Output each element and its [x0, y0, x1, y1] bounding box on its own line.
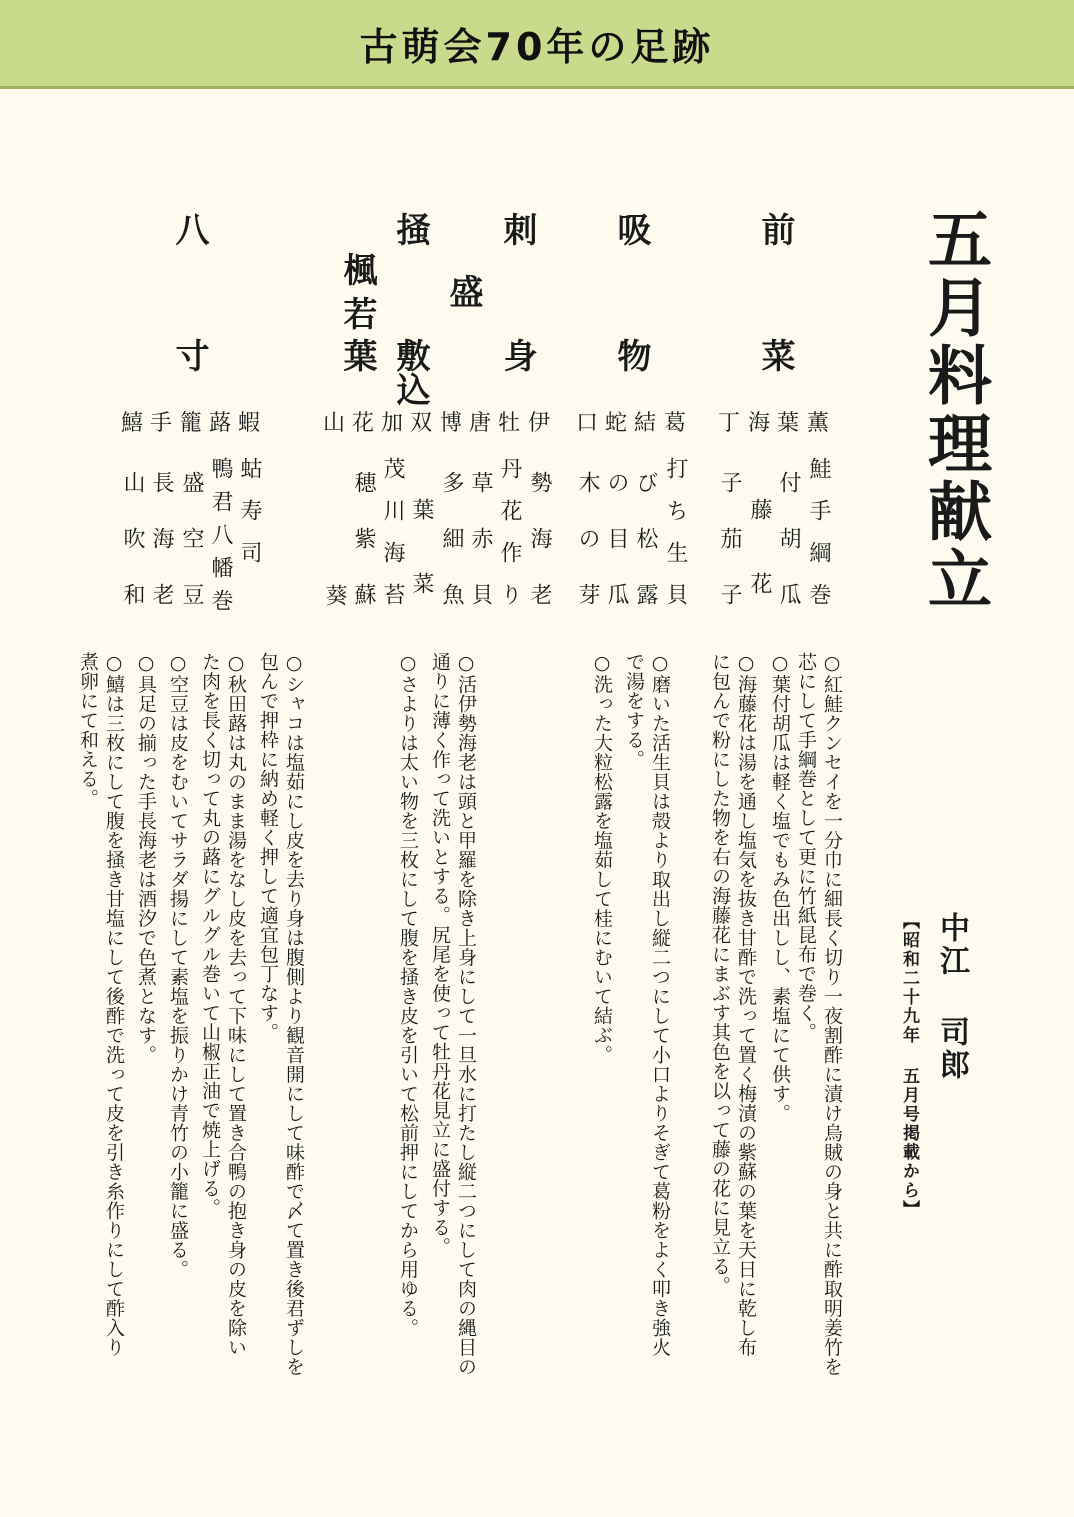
menu-item-body: 穂紫蘇 — [351, 471, 376, 639]
note-line: ○シャコは塩茹にし皮を去り身は腹側より観音開にして味酢で〆て置き後君ずしを — [283, 652, 305, 1377]
menu-item-body: 山吹和 — [120, 471, 145, 639]
note-line: ○空豆は皮をむいてサラダ揚にして素塩を振りかけ青竹の小籠に盛る。 — [167, 652, 189, 1279]
course-zensai-head: 前 — [755, 212, 795, 246]
course-kaede: 楓 — [337, 252, 377, 286]
note-line: ○秋田蕗は丸のまま湯をなし皮を去って下味にして置き合鴨の抱き身の皮を除い — [225, 652, 247, 1357]
banner — [0, 0, 1074, 89]
banner-title: 古萌会70年の足跡 — [359, 24, 715, 69]
menu-item-body: 蛄寿司 — [237, 457, 262, 583]
menu-item: 加 — [381, 411, 404, 436]
course-zensai-tail: 菜 — [755, 338, 795, 372]
menu-item-body: 葉菜 — [409, 498, 434, 646]
source-note: 【昭和二十九年 五月号掲載から】 — [899, 912, 919, 1219]
menu-item: 葛 — [664, 411, 687, 436]
course-ha: 葉 — [337, 338, 377, 372]
menu-item-body: 盛空豆 — [179, 471, 204, 639]
menu-item-body: び松露 — [633, 471, 658, 639]
note-line: ○活伊勢海老は頭と甲羅を除き上身にして一旦水に打たし縦二つにして肉の縄目の — [455, 652, 477, 1377]
course-wakaba: 若 — [337, 296, 377, 330]
author-name: 中江 司郎 — [934, 912, 969, 1082]
course-sashimi-head: 刺 — [497, 212, 537, 246]
course-kaishiki-head: 掻 — [390, 212, 430, 246]
menu-item: 薫 — [807, 411, 830, 436]
course-kaishiki-tail: 敷込 — [390, 338, 430, 406]
menu-item-body: 藤花 — [747, 498, 772, 646]
course-hassun-tail: 寸 — [169, 338, 209, 372]
menu-item: 結 — [634, 411, 657, 436]
menu-item-body: 長海老 — [149, 471, 174, 639]
menu-item: 鱚 — [121, 411, 144, 436]
note-line: 芯にして手綱巻として更に竹紙昆布で巻く。 — [795, 652, 817, 1042]
note-line: に包んで粉にした物を右の海藤花にまぶす其色を以って藤の花に見立る。 — [709, 652, 731, 1296]
note-line: ○さよりは太い物を三枚にして腹を掻き皮を引いて松前押にしてから用ゆる。 — [397, 652, 419, 1338]
note-line: ○磨いた活生貝は殻より取出し縦二つにして小口よりそぎて葛粉をよく叩き強火 — [649, 652, 671, 1357]
course-suimono-head: 吸 — [611, 212, 651, 246]
menu-item: 双 — [410, 411, 433, 436]
menu-item-body: 鮭手綱巻 — [806, 457, 831, 625]
menu-item: 口 — [576, 411, 599, 436]
note-line: 煮卵にて和える。 — [77, 652, 99, 808]
menu-item-body: の目瓜 — [604, 471, 629, 639]
menu-item: 葉 — [777, 411, 800, 436]
menu-item: 丁 — [718, 411, 741, 436]
menu-item: 花 — [352, 411, 375, 436]
menu-item: 伊 — [528, 411, 551, 436]
menu-item-body: 勢海老 — [527, 471, 552, 639]
note-line: た肉を長く切って丸の蕗にグルグル巻いて山椒正油で焼上げる。 — [199, 652, 221, 1218]
menu-item-body: 子茄子 — [717, 471, 742, 639]
course-hassun-head: 八 — [169, 212, 209, 246]
menu-item-body: 打ち生貝 — [663, 457, 688, 625]
note-line: ○洗った大粒松露を塩茹して桂にむいて結ぶ。 — [591, 652, 613, 1065]
note-line: 通りに薄く作って洗いとする。尻尾を使って牡丹花見立に盛付する。 — [429, 652, 451, 1257]
note-line: ○紅鮭クンセイを一分巾に細長く切り一夜割酢に漬け烏賊の身と共に酢取明姜竹を — [821, 652, 843, 1377]
menu-item: 海 — [748, 411, 771, 436]
menu-item: 博 — [440, 411, 463, 436]
course-suimono-tail: 物 — [611, 338, 651, 372]
note-line: ○海藤花は湯を通し塩気を抜き甘酢で洗って置く梅漬の紫蘇の葉を天日に乾し布 — [735, 652, 757, 1357]
menu-item-body: 多細魚 — [439, 471, 464, 639]
course-mori: 盛 — [443, 274, 483, 308]
menu-item: 蕗 — [209, 411, 232, 436]
menu-item-body: 木の芽 — [575, 471, 600, 639]
menu-item-body: 茂川海苔 — [380, 457, 405, 625]
page-title: 五月料理献立 — [917, 206, 992, 614]
menu-item: 牡 — [498, 411, 521, 436]
note-line: で湯をする。 — [623, 652, 645, 769]
note-line: ○葉付胡瓜は軽く塩でもみ色出しし、素塩にて供す。 — [769, 652, 791, 1123]
menu-item-body: 草赤貝 — [468, 471, 493, 639]
note-line: ○具足の揃った手長海老は酒汐で色煮となす。 — [135, 652, 157, 1065]
menu-item: 蛇 — [605, 411, 628, 436]
menu-item: 唐 — [469, 411, 492, 436]
menu-item: 山 — [323, 411, 346, 436]
note-line: 包んで押枠に納め軽く押して適宜包丁なす。 — [257, 652, 279, 1042]
menu-item: 籠 — [180, 411, 203, 436]
menu-item-body: 丹花作り — [497, 457, 522, 625]
menu-item: 手 — [150, 411, 173, 436]
note-line: ○鱚は三枚にして腹を掻き甘塩にして後酢で洗って皮を引き糸作りにして酢入り — [103, 652, 125, 1357]
menu-item: 蝦 — [238, 411, 261, 436]
menu-item-body: 付胡瓜 — [776, 471, 801, 639]
course-sashimi-tail: 身 — [497, 338, 537, 372]
menu-item-body: 鴨君八幡巻 — [208, 457, 233, 622]
menu-item-body: 葵 — [322, 584, 347, 606]
